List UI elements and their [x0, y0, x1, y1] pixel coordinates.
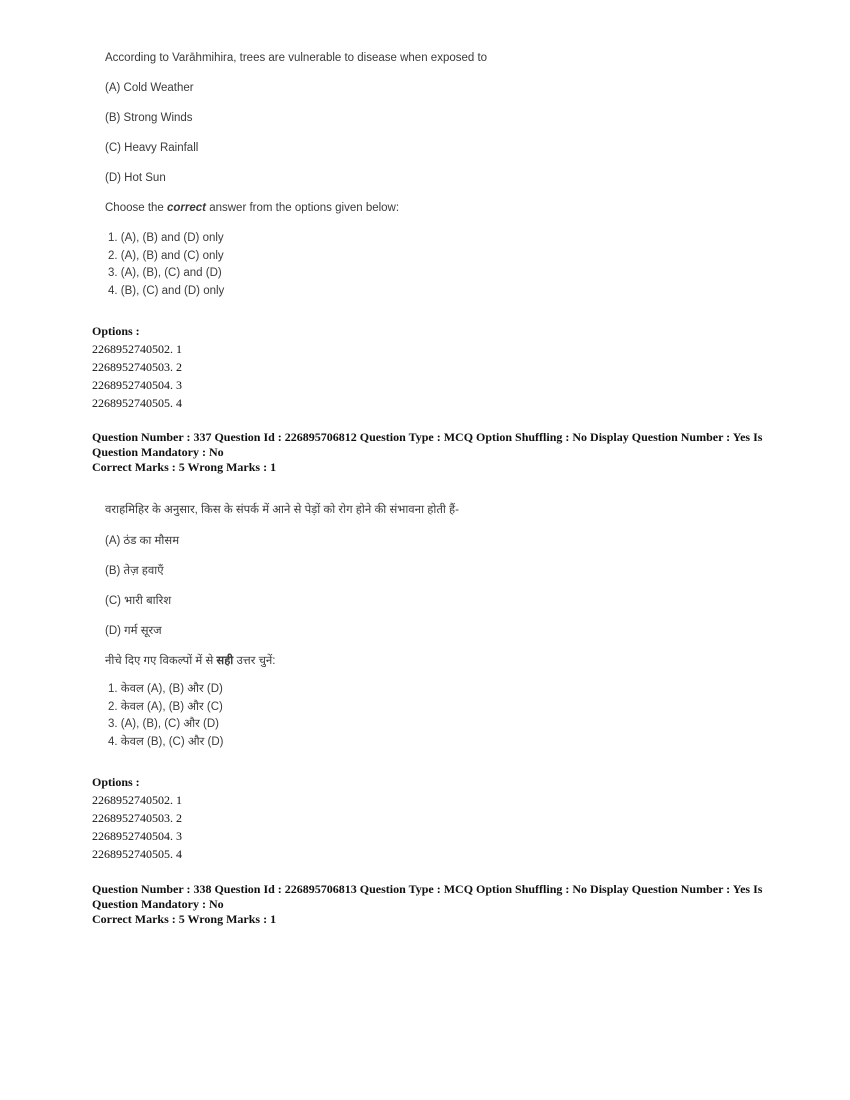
answer-choice: 4. (B), (C) and (D) only: [108, 284, 225, 297]
options-heading: Options :: [92, 775, 140, 789]
question-option-d: (D) Hot Sun: [105, 172, 166, 184]
option-id-item: 2268952740503. 2: [92, 360, 182, 374]
instruction-emphasis: correct: [167, 202, 207, 214]
question-metadata: [92, 430, 772, 475]
question-marks-line: Correct Marks : 5 Wrong Marks : 1: [92, 460, 277, 474]
answer-choice: 3. (A), (B), (C) and (D): [108, 267, 222, 279]
answer-choice: 3. (A), (B), (C) और (D): [108, 718, 220, 730]
options-heading: Options :: [92, 324, 140, 338]
answer-choice: 1. (A), (B) and (D) only: [108, 232, 224, 244]
question-option-c: (C) Heavy Rainfall: [105, 142, 199, 154]
question-option-b: (B) तेज़ हवाएँ: [105, 565, 164, 577]
answer-choice: 1. केवल (A), (B) और (D): [108, 683, 223, 695]
instruction-text-start: नीचे दिए गए विकल्पों में से: [105, 655, 217, 667]
question-stem: According to Varāhmihira, trees are vulnerable to disease when exposed to: [105, 52, 488, 64]
option-id-item: 2268952740504. 3: [92, 829, 182, 843]
option-id-item: 2268952740502. 1: [92, 342, 182, 356]
answer-choice: 4. केवल (B), (C) और (D): [108, 735, 224, 748]
option-id-item: 2268952740505. 4: [92, 847, 182, 861]
answer-instruction: [105, 653, 276, 668]
instruction-emphasis: सही: [216, 655, 234, 667]
question-metadata-line: Question Number : 337 Question Id : 226895706812 Question Type : MCQ Option Shuffling : No Display Question Number : Yes Is Question Mandatory : No: [92, 430, 763, 459]
question-stem: वराहमिहिर के अनुसार, किस के संपर्क में आने से पेड़ों को रोग होने की संभावना होती हैं-: [105, 504, 459, 516]
options-block: [92, 773, 182, 863]
instruction-text-end: उत्तर चुनें:: [233, 655, 276, 667]
option-id-item: 2268952740502. 1: [92, 793, 182, 807]
question-option-c: (C) भारी बारिश: [105, 595, 172, 607]
options-block: [92, 322, 182, 412]
answer-choices-list: [108, 230, 224, 300]
answer-choices-list: [108, 681, 224, 751]
question-option-a: (A) Cold Weather: [105, 82, 194, 94]
question-metadata: [92, 882, 772, 927]
question-option-b: (B) Strong Winds: [105, 112, 193, 124]
question-metadata-line: Question Number : 338 Question Id : 226895706813 Question Type : MCQ Option Shuffling : No Display Question Number : Yes Is Question Mandatory : No: [92, 882, 763, 911]
question-marks-line: Correct Marks : 5 Wrong Marks : 1: [92, 912, 277, 926]
instruction-text-end: answer from the options given below:: [206, 202, 400, 214]
question-option-a: (A) ठंड का मौसम: [105, 535, 180, 547]
answer-choice: 2. (A), (B) and (C) only: [108, 249, 224, 262]
option-id-item: 2268952740505. 4: [92, 396, 182, 410]
instruction-text-start: Choose the: [105, 202, 168, 214]
option-id-item: 2268952740504. 3: [92, 378, 182, 392]
answer-choice: 2. केवल (A), (B) और (C): [108, 700, 223, 713]
answer-instruction: [105, 202, 399, 214]
option-id-item: 2268952740503. 2: [92, 811, 182, 825]
question-option-d: (D) गर्म सूरज: [105, 625, 162, 637]
